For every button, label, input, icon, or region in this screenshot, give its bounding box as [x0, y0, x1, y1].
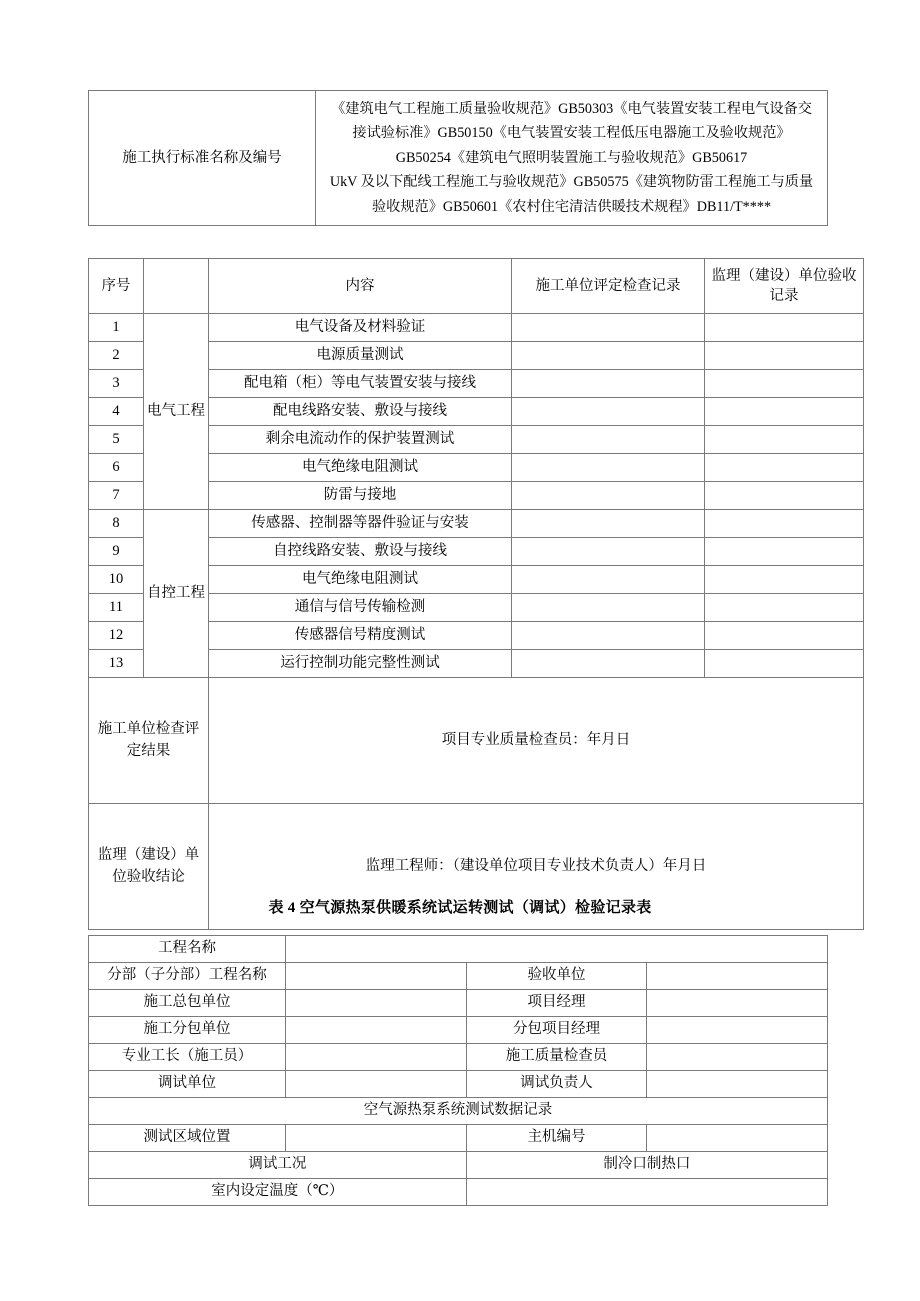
header-category — [144, 259, 209, 314]
row-content: 电气绝缘电阻测试 — [209, 454, 512, 482]
value-general-contractor[interactable] — [286, 990, 467, 1017]
record-row-indoor-temp — [89, 1179, 828, 1206]
label-commissioning-leader: 调试负责人 — [466, 1071, 647, 1098]
label-acceptance-unit: 验收单位 — [466, 963, 647, 990]
inspection-checklist-table — [88, 258, 864, 930]
value-project-manager[interactable] — [647, 990, 828, 1017]
label-host-number: 主机编号 — [466, 1125, 647, 1152]
row-number: 5 — [89, 426, 144, 454]
row-construction-record[interactable] — [512, 454, 705, 482]
row-content: 电源质量测试 — [209, 342, 512, 370]
label-subdivision-name: 分部（子分部）工程名称 — [89, 963, 286, 990]
value-commissioning-leader[interactable] — [647, 1071, 828, 1098]
value-host-number[interactable] — [647, 1125, 828, 1152]
row-content: 自控线路安装、敷设与接线 — [209, 538, 512, 566]
row-construction-record[interactable] — [512, 426, 705, 454]
value-indoor-set-temperature[interactable] — [466, 1179, 827, 1206]
group-label-electrical: 电气工程 — [144, 314, 209, 510]
row-construction-record[interactable] — [512, 314, 705, 342]
standards-line-5: 验收规范》GB50601《农村住宅清洁供暖技术规程》DB11/T**** — [371, 198, 772, 215]
standards-line-4: UkV 及以下配线工程施工与验收规范》GB50575《建筑物防雷工程施工与质量 — [329, 174, 814, 191]
heat-pump-record-table — [88, 935, 828, 1206]
label-commissioning-condition: 调试工况 — [89, 1152, 467, 1179]
row-construction-record[interactable] — [512, 622, 705, 650]
row-number: 12 — [89, 622, 144, 650]
label-indoor-set-temperature: 室内设定温度（℃） — [89, 1179, 467, 1206]
record-row-test-area — [89, 1125, 828, 1152]
row-construction-record[interactable] — [512, 594, 705, 622]
record-row-condition — [89, 1152, 828, 1179]
record-table-title: 表 4 空气源热泵供暖系统试运转测试（调试）检验记录表 — [268, 900, 652, 916]
row-supervision-record[interactable] — [705, 538, 864, 566]
conclusion-row-construction — [89, 678, 864, 804]
row-supervision-record[interactable] — [705, 482, 864, 510]
record-row-project-name — [89, 936, 828, 963]
row-content: 电气绝缘电阻测试 — [209, 566, 512, 594]
value-commissioning-unit[interactable] — [286, 1071, 467, 1098]
conclusion-body-construction[interactable]: 项目专业质量检查员：年月日 — [209, 678, 864, 804]
header-content: 内容 — [209, 259, 512, 314]
record-row-general-contractor — [89, 990, 828, 1017]
label-commissioning-unit: 调试单位 — [89, 1071, 286, 1098]
table-row — [89, 314, 864, 342]
record-section-header — [89, 1098, 828, 1125]
record-row-subdivision — [89, 963, 828, 990]
table-header-row — [89, 259, 864, 314]
row-number: 2 — [89, 342, 144, 370]
row-construction-record[interactable] — [512, 566, 705, 594]
record-row-foreman — [89, 1044, 828, 1071]
header-supervision-unit: 监理（建设）单位验收记录 — [705, 259, 864, 314]
value-sub-project-manager[interactable] — [647, 1017, 828, 1044]
header-construction-unit: 施工单位评定检查记录 — [512, 259, 705, 314]
conclusion-label-construction: 施工单位检查评定结果 — [89, 678, 209, 804]
row-content: 运行控制功能完整性测试 — [209, 650, 512, 678]
value-test-area[interactable] — [286, 1125, 467, 1152]
value-commissioning-condition[interactable]: 制冷口制热口 — [466, 1152, 827, 1179]
row-construction-record[interactable] — [512, 370, 705, 398]
row-number: 4 — [89, 398, 144, 426]
standards-table — [88, 90, 828, 226]
standards-line-1: 《建筑电气工程施工质量验收规范》GB50303《电气装置安装工程电气设备交 — [331, 101, 812, 117]
row-construction-record[interactable] — [512, 650, 705, 678]
conclusion-body-supervision[interactable]: 监理工程师：（建设单位项目专业技术负责人）年月日 — [209, 804, 864, 930]
row-number: 9 — [89, 538, 144, 566]
row-content: 防雷与接地 — [209, 482, 512, 510]
standards-line-3: GB50254《建筑电气照明装置施工与验收规范》GB50617 — [395, 149, 748, 166]
table-row — [89, 510, 864, 538]
row-number: 7 — [89, 482, 144, 510]
row-number: 3 — [89, 370, 144, 398]
row-construction-record[interactable] — [512, 510, 705, 538]
row-supervision-record[interactable] — [705, 370, 864, 398]
label-quality-inspector: 施工质量检查员 — [466, 1044, 647, 1071]
label-sub-project-manager: 分包项目经理 — [466, 1017, 647, 1044]
row-number: 11 — [89, 594, 144, 622]
row-number: 13 — [89, 650, 144, 678]
standards-row — [89, 91, 828, 226]
row-construction-record[interactable] — [512, 342, 705, 370]
section-title-test-data: 空气源热泵系统测试数据记录 — [89, 1098, 828, 1125]
standards-label: 施工执行标准名称及编号 — [89, 91, 316, 226]
record-row-commissioning-unit — [89, 1071, 828, 1098]
label-general-contractor: 施工总包单位 — [89, 990, 286, 1017]
row-content: 传感器、控制器等器件验证与安装 — [209, 510, 512, 538]
row-supervision-record[interactable] — [705, 314, 864, 342]
value-subdivision-name[interactable] — [286, 963, 467, 990]
row-content: 配电箱（柜）等电气装置安装与接线 — [209, 370, 512, 398]
value-subcontractor[interactable] — [286, 1017, 467, 1044]
value-acceptance-unit[interactable] — [647, 963, 828, 990]
row-supervision-record[interactable] — [705, 426, 864, 454]
row-supervision-record[interactable] — [705, 566, 864, 594]
row-content: 传感器信号精度测试 — [209, 622, 512, 650]
label-foreman: 专业工长（施工员） — [89, 1044, 286, 1071]
row-content: 通信与信号传输检测 — [209, 594, 512, 622]
value-project-name[interactable] — [286, 936, 828, 963]
row-content: 电气设备及材料验证 — [209, 314, 512, 342]
row-supervision-record[interactable] — [705, 510, 864, 538]
group-label-automation: 自控工程 — [144, 510, 209, 678]
label-test-area: 测试区域位置 — [89, 1125, 286, 1152]
row-construction-record[interactable] — [512, 398, 705, 426]
label-project-manager: 项目经理 — [466, 990, 647, 1017]
row-number: 6 — [89, 454, 144, 482]
row-supervision-record[interactable] — [705, 342, 864, 370]
row-number: 8 — [89, 510, 144, 538]
header-seq: 序号 — [89, 259, 144, 314]
row-supervision-record[interactable] — [705, 454, 864, 482]
row-construction-record[interactable] — [512, 538, 705, 566]
row-construction-record[interactable] — [512, 482, 705, 510]
value-foreman[interactable] — [286, 1044, 467, 1071]
row-content: 配电线路安装、敷设与接线 — [209, 398, 512, 426]
value-quality-inspector[interactable] — [647, 1044, 828, 1071]
row-supervision-record[interactable] — [705, 650, 864, 678]
row-number: 1 — [89, 314, 144, 342]
standards-text — [316, 91, 828, 226]
row-supervision-record[interactable] — [705, 594, 864, 622]
row-number: 10 — [89, 566, 144, 594]
standards-line-2: 接试验标准》GB50150《电气装置安装工程低压电器施工及验收规范》 — [352, 125, 791, 142]
row-supervision-record[interactable] — [705, 622, 864, 650]
row-content: 剩余电流动作的保护装置测试 — [209, 426, 512, 454]
row-supervision-record[interactable] — [705, 398, 864, 426]
label-subcontractor: 施工分包单位 — [89, 1017, 286, 1044]
label-project-name: 工程名称 — [89, 936, 286, 963]
record-row-subcontractor — [89, 1017, 828, 1044]
conclusion-label-supervision: 监理（建设）单位验收结论 — [89, 804, 209, 930]
